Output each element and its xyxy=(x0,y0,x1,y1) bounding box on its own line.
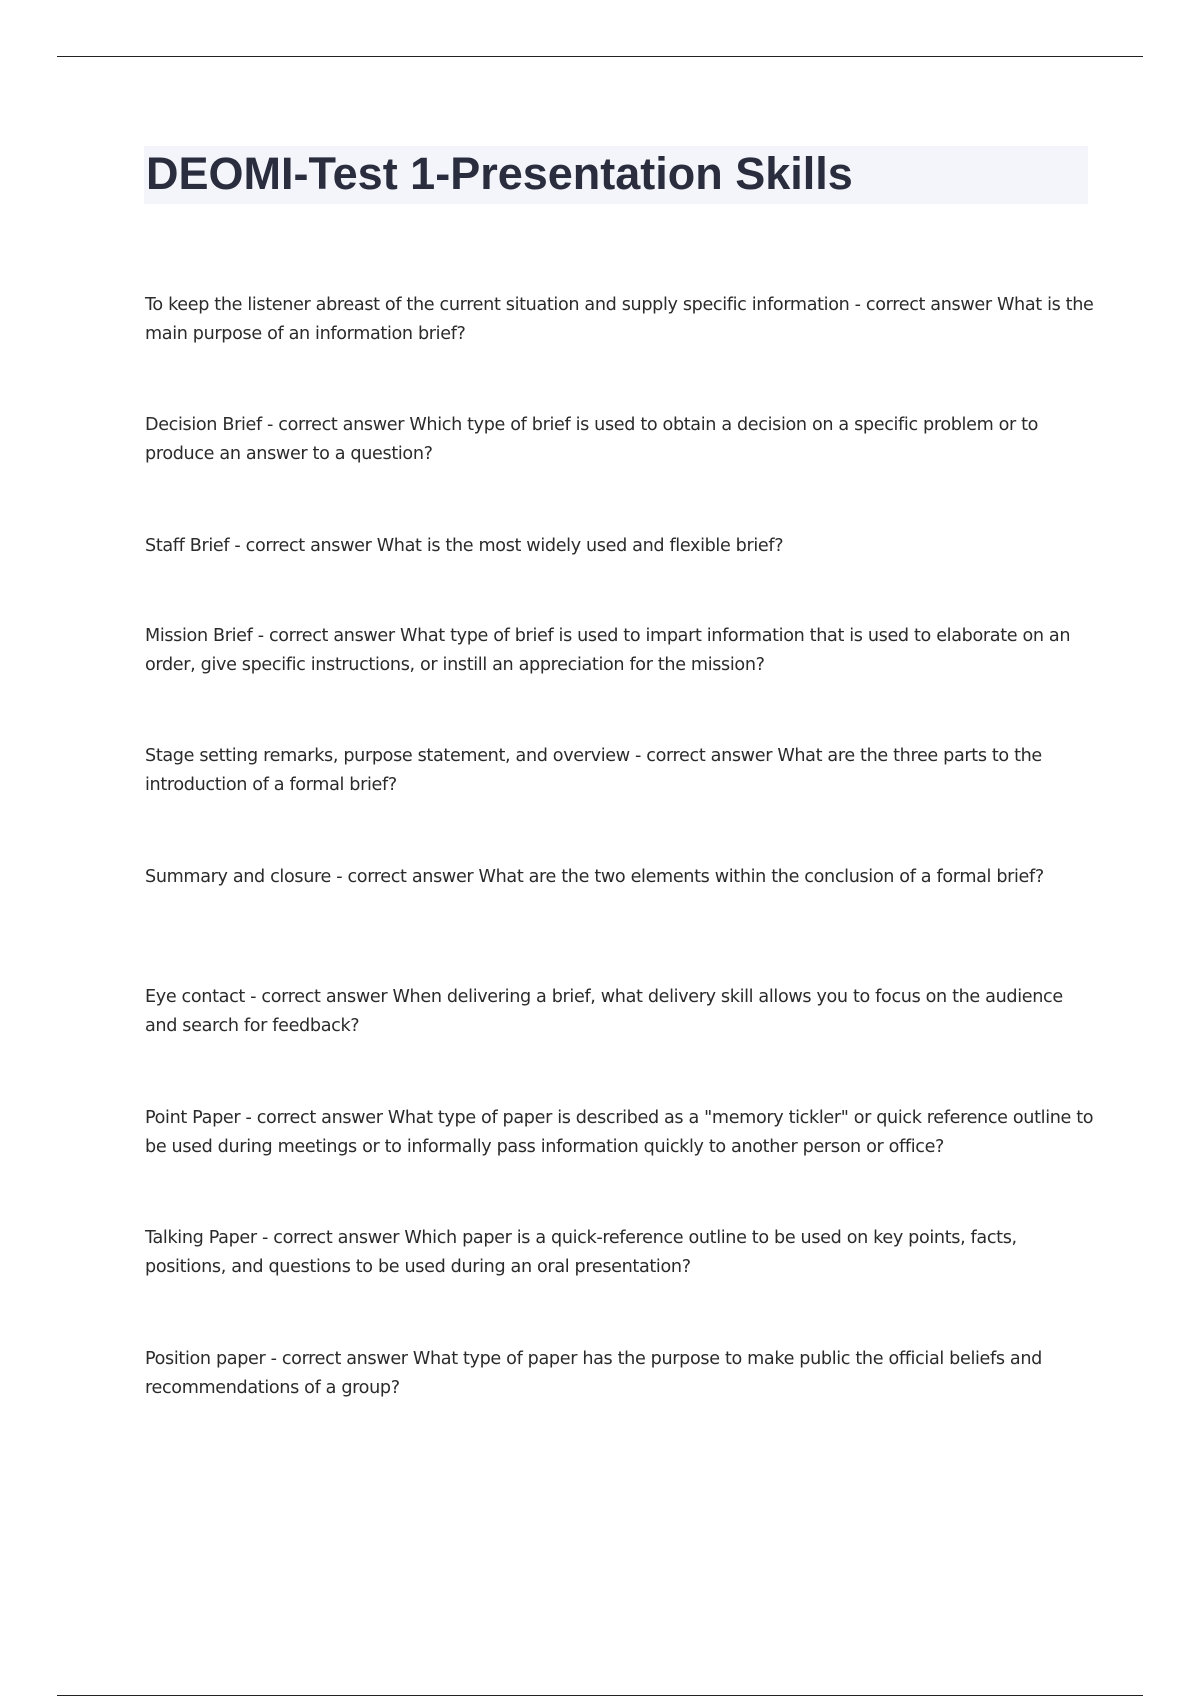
top-rule xyxy=(57,56,1143,57)
qa-entry-6: Summary and closure - correct answer What are the two elements within the conclusion of a formal brief? xyxy=(145,867,1044,887)
qa-entry-8: Point Paper - correct answer What type of paper is described as a "memory tickler" or quick reference outline to be used during meetings or to informally pass information quickly to another person or office? xyxy=(145,1108,1094,1157)
qa-entry-10: Position paper - correct answer What type of paper has the purpose to make public the official beliefs and recommendations of a group? xyxy=(145,1349,1042,1398)
qa-entry-3: Staff Brief - correct answer What is the most widely used and flexible brief? xyxy=(145,536,784,556)
qa-entry-9: Talking Paper - correct answer Which paper is a quick-reference outline to be used on key points, facts, positions, and questions to be used during an oral presentation? xyxy=(145,1228,1017,1277)
page-title: DEOMI-Test 1-Presentation Skills xyxy=(146,148,853,199)
qa-entry-7: Eye contact - correct answer When delivering a brief, what delivery skill allows you to focus on the audience and search for feedback? xyxy=(145,987,1063,1036)
qa-entry-4: Mission Brief - correct answer What type of brief is used to impart information that is used to elaborate on an order, give specific instructions, or instill an appreciation for the mission? xyxy=(145,626,1071,675)
qa-entry-2: Decision Brief - correct answer Which type of brief is used to obtain a decision on a specific problem or to produce an answer to a question? xyxy=(145,415,1039,464)
qa-entry-5: Stage setting remarks, purpose statement, and overview - correct answer What are the three parts to the introduction of a formal brief? xyxy=(145,746,1042,795)
bottom-rule xyxy=(57,1695,1143,1696)
qa-entry-1: To keep the listener abreast of the current situation and supply specific information - correct answer What is the main purpose of an information brief? xyxy=(145,295,1094,344)
